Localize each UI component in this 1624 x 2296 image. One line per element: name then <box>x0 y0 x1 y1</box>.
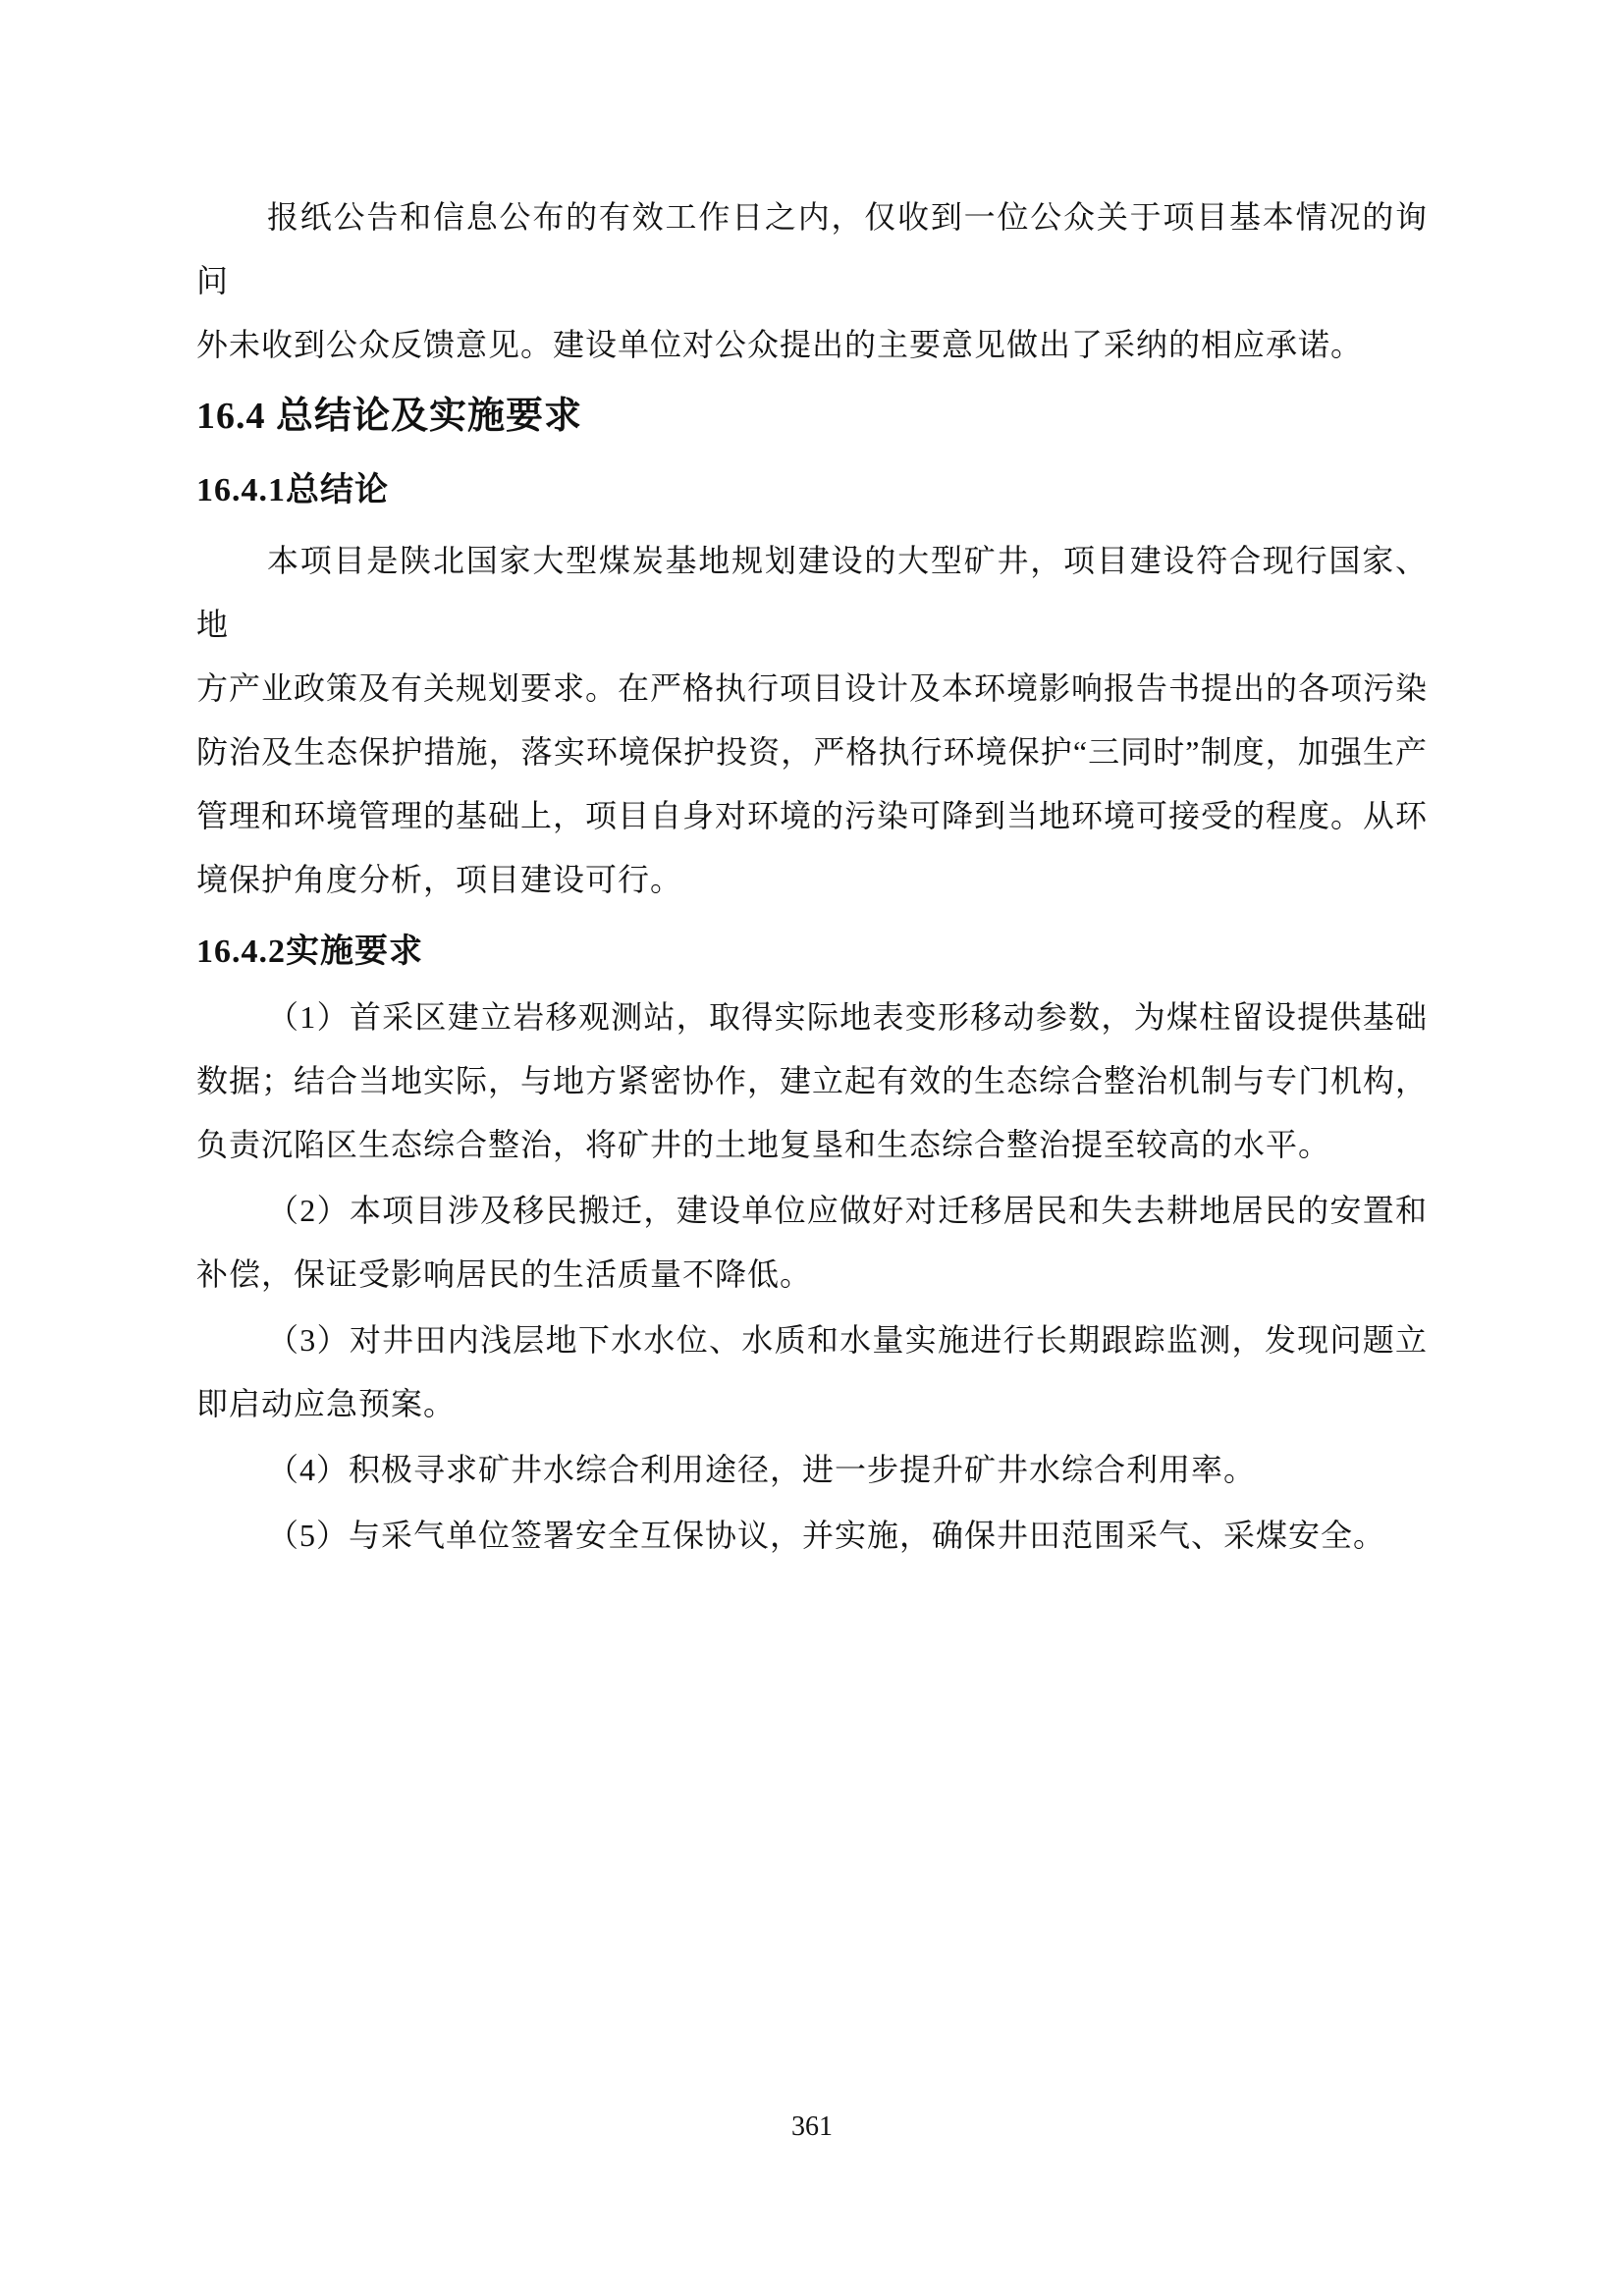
conclusion-paragraph-line-4: 管理和环境管理的基础上，项目自身对环境的污染可降到当地环境可接受的程度。从环 <box>196 798 1429 833</box>
page-number: 361 <box>791 2111 833 2142</box>
conclusion-paragraph-line-5: 境保护角度分析，项目建设可行。 <box>196 862 683 897</box>
intro-paragraph-line-2: 外未收到公众反馈意见。建设单位对公众提出的主要意见做出了采纳的相应承诺。 <box>196 327 1364 362</box>
requirement-item-4 <box>196 1438 1428 1502</box>
requirement-5-line-1: （5）与采气单位签署安全互保协议，并实施，确保井田范围采气、采煤安全。 <box>267 1518 1386 1553</box>
section-heading-16-4: 16.4 总结论及实施要求 <box>196 396 583 437</box>
requirement-item-1 <box>196 986 1428 1177</box>
conclusion-paragraph-line-1: 本项目是陕北国家大型煤炭基地规划建设的大型矿井，项目建设符合现行国家、地 <box>196 543 1428 642</box>
requirement-3-line-1: （3）对井田内浅层地下水水位、水质和水量实施进行长期跟踪监测，发现问题立 <box>267 1322 1428 1358</box>
requirement-2-line-2: 补偿，保证受影响居民的生活质量不降低。 <box>196 1256 813 1292</box>
requirement-4-line-1: （4）积极寻求矿井水综合利用途径，进一步提升矿井水综合利用率。 <box>267 1452 1257 1487</box>
requirement-2-line-1: （2）本项目涉及移民搬迁，建设单位应做好对迁移居民和失去耕地居民的安置和 <box>267 1193 1428 1228</box>
section-heading-16-4-2: 16.4.2实施要求 <box>196 934 423 970</box>
conclusion-paragraph-line-3: 防治及生态保护措施，落实环境保护投资，严格执行环境保护“三同时”制度，加强生产 <box>196 734 1428 770</box>
requirement-item-3 <box>196 1308 1428 1436</box>
requirement-1-line-3: 负责沉陷区生态综合整治，将矿井的土地复垦和生态综合整治提至较高的水平。 <box>196 1127 1331 1162</box>
intro-paragraph-line-1: 报纸公告和信息公布的有效工作日之内，仅收到一位公众关于项目基本情况的询问 <box>196 199 1428 298</box>
requirement-item-5 <box>196 1504 1428 1568</box>
requirement-item-2 <box>196 1179 1428 1307</box>
requirement-1-line-2: 数据；结合当地实际，与地方紧密协作，建立起有效的生态综合整治机制与专门机构， <box>196 1063 1429 1098</box>
conclusion-paragraph-line-2: 方产业政策及有关规划要求。在严格执行项目设计及本环境影响报告书提出的各项污染 <box>196 670 1429 706</box>
section-heading-16-4-1: 16.4.1总结论 <box>196 472 389 508</box>
requirement-1-line-1: （1）首采区建立岩移观测站，取得实际地表变形移动参数，为煤柱留设提供基础 <box>267 999 1428 1035</box>
requirement-3-line-2: 即启动应急预案。 <box>196 1386 457 1421</box>
